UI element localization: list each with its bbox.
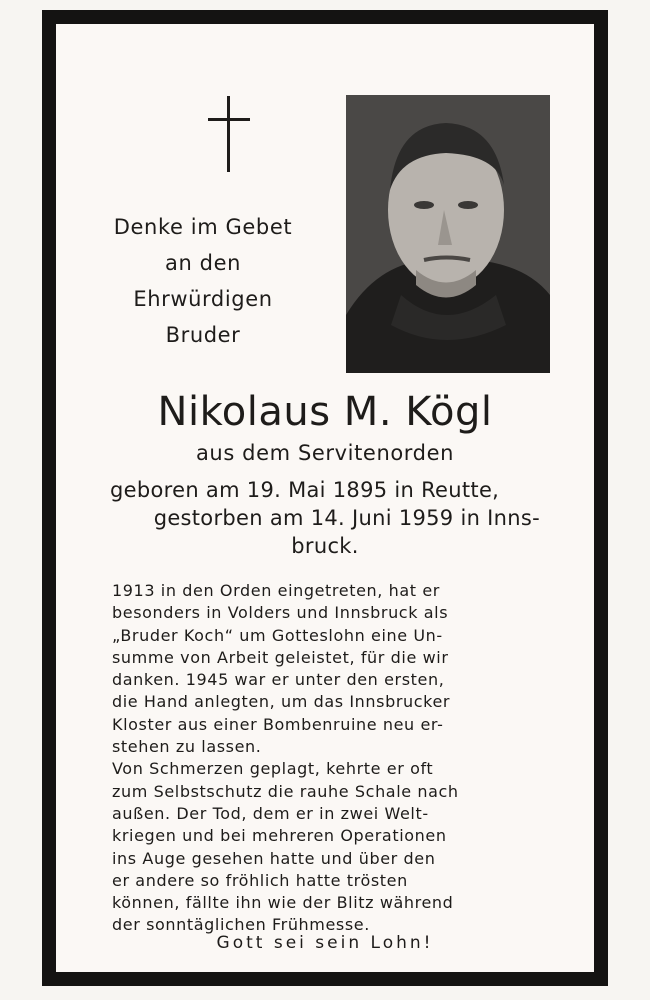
biography-line: der sonntäglichen Frühmesse. xyxy=(112,915,370,935)
biography-line: Von Schmerzen geplagt, kehrte er oft xyxy=(112,759,434,779)
invocation-line: Ehrwürdigen xyxy=(133,287,273,311)
religious-order: aus dem Servitenorden xyxy=(195,441,455,465)
death-line-continuation: bruck. xyxy=(291,534,359,558)
invocation-text xyxy=(96,209,310,353)
invocation-line: an den xyxy=(164,251,241,275)
biography-line: 1913 in den Orden eingetreten, hat er xyxy=(112,581,440,600)
biography-line: ins Auge gesehen hatte und über den xyxy=(112,848,436,868)
biography-line: Kloster aus einer Bombenruine neu er- xyxy=(112,714,444,734)
life-dates xyxy=(110,476,540,560)
biography-line: zum Selbstschutz die rauhe Schale nach xyxy=(112,781,459,801)
biography-line: danken. 1945 war er unter den ersten, xyxy=(112,670,445,690)
biography-line: außen. Der Tod, dem er in zwei Welt- xyxy=(112,803,429,823)
biography-line: „Bruder Koch“ um Gotteslohn eine Un- xyxy=(112,625,443,645)
biography-line: die Hand anlegten, um das Innsbrucker xyxy=(112,692,451,712)
portrait-photo xyxy=(346,95,550,373)
biography-line: stehen zu lassen. xyxy=(112,737,262,757)
cross-icon xyxy=(206,94,252,174)
biography-line: können, fällte ihn wie der Blitz während xyxy=(112,893,454,913)
biography-line: kriegen und bei mehreren Operationen xyxy=(112,826,447,846)
closing-blessing: Gott sei sein Lohn! xyxy=(216,933,434,953)
biography-line: er andere so fröhlich hatte trösten xyxy=(112,870,408,890)
biography-line: summe von Arbeit geleistet, für die wir xyxy=(112,647,449,667)
biography-text xyxy=(112,580,542,937)
biography-line: besonders in Volders und Innsbruck als xyxy=(112,603,449,623)
invocation-line: Denke im Gebet xyxy=(113,215,293,239)
deceased-name: Nikolaus M. Kögl xyxy=(157,389,493,435)
invocation-line: Bruder xyxy=(165,323,241,347)
birth-line: geboren am 19. Mai 1895 in Reutte, xyxy=(110,478,500,502)
death-line: gestorben am 14. Juni 1959 in Inns- xyxy=(153,506,540,530)
memorial-card xyxy=(42,10,608,986)
